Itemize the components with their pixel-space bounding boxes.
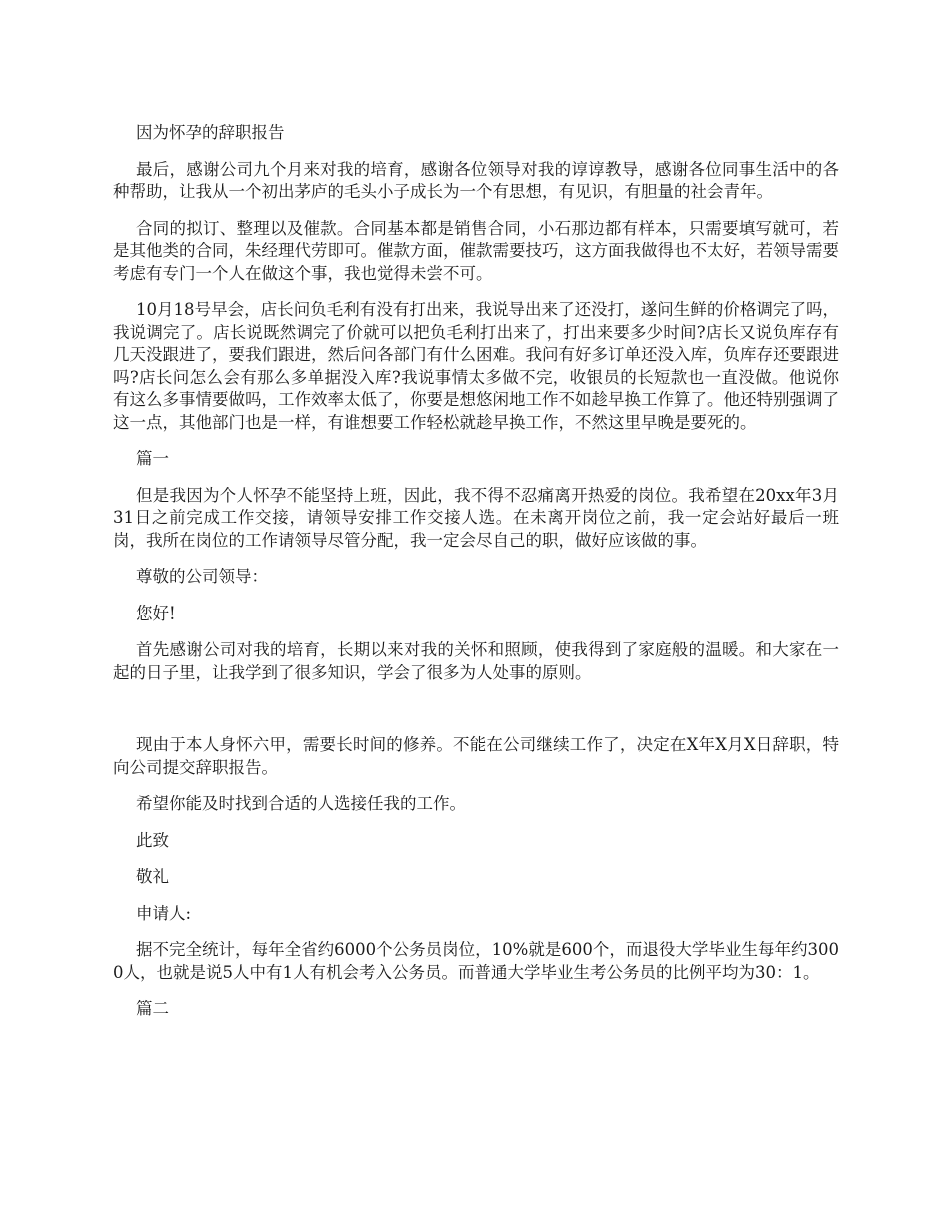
paragraph-pregnancy: 但是我因为个人怀孕不能坚持上班，因此，我不得不忍痛离开热爱的岗位。我希望在20xx年3月31日之前完成工作交接，请领导安排工作交接人选。在未离开岗位之前，我一定会站好最后一班岗，我所在岗位的工作请领导尽管分配，我一定会尽自己的职，做好应该做的事。 xyxy=(113,485,839,550)
paragraph-meeting: 10月18号早会，店长问负毛利有没有打出来，我说导出来了还没打，遂问生鲜的价格调完了吗，我说调完了。店长说既然调完了价就可以把负毛利打出来了，打出来要多少时间?店长又说负库存有几天没跟进了，要我们跟进，然后问各部门有什么困难。我问有好多订单还没入库，负库存还要跟进吗?店长问怎么会有那么多单据没入库?我说事情太多做不完，收银员的长短款也一直没做。他说你有这么多事情要做吗，工作效率太低了，你要是想悠闲地工作不如趁早换工作算了。他还特别强调了这一点，其他部门也是一样，有谁想要工作轻松就趁早换工作，不然这里早晚是要死的。 xyxy=(113,300,839,432)
salutation: 尊敬的公司领导： xyxy=(136,567,268,586)
closing-2: 敬礼 xyxy=(136,867,169,886)
closing-1: 此致 xyxy=(136,830,169,850)
greeting: 您好! xyxy=(136,603,176,623)
paragraph-replacement: 希望你能及时找到合适的人选接任我的工作。 xyxy=(136,794,466,813)
applicant-label: 申请人: xyxy=(136,903,192,923)
section-heading-1: 篇一 xyxy=(136,449,169,468)
paragraph-gratitude: 首先感谢公司对我的培育，长期以来对我的关怀和照顾，使我得到了家庭般的温暖。和大家在一起的日子里，让我学到了很多知识，学会了很多为人处事的原则。 xyxy=(113,640,839,682)
paragraph-thanks: 最后，感谢公司九个月来对我的培育，感谢各位领导对我的谆谆教导，感谢各位同事生活中的各种帮助，让我从一个初出茅庐的毛头小子成长为一个有思想，有见识，有胆量的社会青年。 xyxy=(113,159,839,201)
document-page xyxy=(113,122,839,1035)
section-heading-2: 篇二 xyxy=(136,999,169,1018)
blank-space xyxy=(113,698,839,734)
doc-title: 因为怀孕的辞职报告 xyxy=(136,123,285,142)
paragraph-resignation: 现由于本人身怀六甲，需要长时间的修养。不能在公司继续工作了，决定在X年X月X日辞职，特向公司提交辞职报告。 xyxy=(113,735,839,777)
paragraph-contracts: 合同的拟订、整理以及催款。合同基本都是销售合同，小石那边都有样本，只需要填写就可，若是其他类的合同，朱经理代劳即可。催款方面，催款需要技巧，这方面我做得也不太好，若领导需要考虑有专门一个人在做这个事，我也觉得未尝不可。 xyxy=(113,218,839,283)
paragraph-statistics: 据不完全统计，每年全省约6000个公务员岗位，10%就是600个，而退役大学毕业生每年约3000人，也就是说5人中有1人有机会考入公务员。而普通大学毕业生考公务员的比例平均为30：1。 xyxy=(113,940,839,982)
